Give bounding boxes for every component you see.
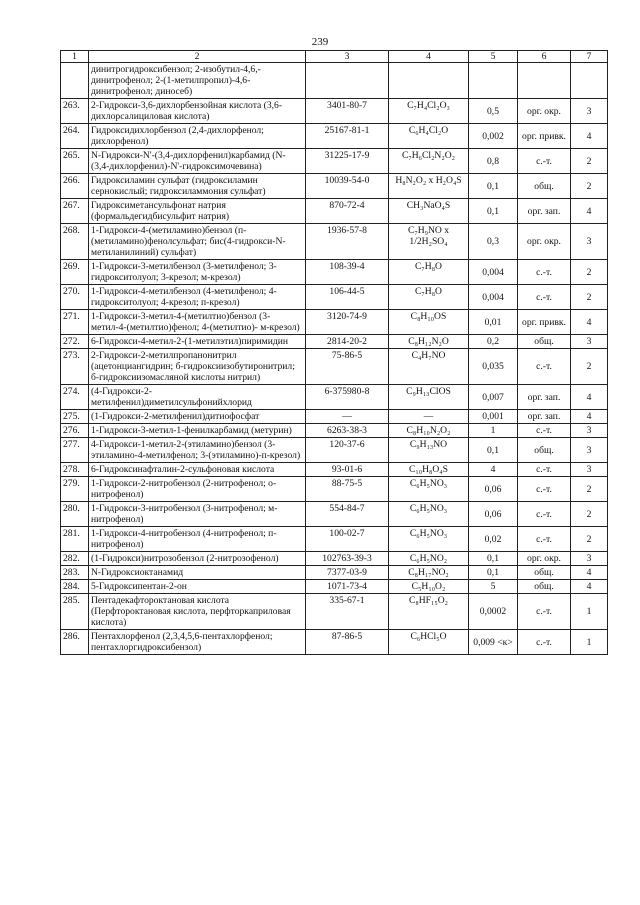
row-number: 285. [61,594,89,630]
hazard-indicator: орг. окр. [518,99,571,124]
row-number: 269. [61,260,89,285]
hazard-class: 4 [571,580,608,594]
cas-number: 3401-80-7 [306,99,389,124]
cas-number: 88-75-5 [306,477,389,502]
hazard-class: 3 [571,224,608,260]
substance-name: 1-Гидрокси-4-(метиламино)бензол (п-(метиламино)фенолсульфат; бис(4-гидрокси-N-метиланилиний) сульфат) [89,224,306,260]
hazard-indicator: общ. [518,580,571,594]
hazard-class: 2 [571,260,608,285]
formula: C₆H₅NO₃ [389,502,469,527]
substance-name: (4-Гидрокси-2-метилфенил)диметилсульфонийхлорид [89,385,306,410]
substance-name: 1-Гидрокси-2-нитробензол (2-нитрофенол; о-нитрофенол) [89,477,306,502]
hazard-class: 3 [571,552,608,566]
substance-name: 1-Гидрокси-3-метил-4-(метилтио)бензол (3-метил-4-(метилтио)фенол; 4-(метилтио)- м-крезол) [89,310,306,335]
table-row [61,552,608,566]
hazard-indicator: орг. привк. [518,310,571,335]
hazard-indicator: орг. окр. [518,552,571,566]
hazard-indicator: с.-т. [518,630,571,655]
table-row [61,580,608,594]
hazard-class: 2 [571,174,608,199]
row-number: 268. [61,224,89,260]
table-row [61,310,608,335]
cas-number: 6-375980-8 [306,385,389,410]
hazard-indicator: с.-т. [518,149,571,174]
table-row [61,502,608,527]
hazard-class: 1 [571,594,608,630]
substance-name: Гидроксиметансульфонат натрия (формальдегидбисульфит натрия) [89,199,306,224]
row-number: 283. [61,566,89,580]
formula: C₄H₇NO [389,349,469,385]
header-row [61,51,608,63]
norm-value: 0,8 [469,149,518,174]
table-row [61,174,608,199]
formula: C₈H₁₇NO₂ [389,566,469,580]
table-row [61,630,608,655]
norm-value: 0,1 [469,199,518,224]
col-header-7: 7 [571,51,608,63]
formula: C₆H₅NO₂ [389,552,469,566]
substance-name: Пентахлорфенол (2,3,4,5,6-пентахлорфенол; пентахлоргидроксибензол) [89,630,306,655]
substance-name: 4-Гидрокси-1-метил-2-(этиламино)бензол (3-этиламино-4-метилфенол; 3-(этиламино)-п-крезол) [89,438,306,463]
row-number: 275. [61,410,89,424]
norm-value: 0,007 [469,385,518,410]
substance-name: 1-Гидрокси-4-метилбензол (4-метилфенол; 4-гидрокситолуол; 4-крезол; п-крезол) [89,285,306,310]
hazard-indicator: с.-т. [518,502,571,527]
norm-value: 0,06 [469,477,518,502]
formula [389,63,469,99]
table-row [61,199,608,224]
hazard-indicator: общ. [518,335,571,349]
hazard-class: 3 [571,438,608,463]
hazard-class: 2 [571,477,608,502]
norm-value [469,63,518,99]
row-number: 264. [61,124,89,149]
norm-value: 0,01 [469,310,518,335]
cas-number: 87-86-5 [306,630,389,655]
hazard-indicator: с.-т. [518,477,571,502]
cas-number: — [306,410,389,424]
substance-name: N-Гидрокси-N'-(3,4-дихлорфенил)карбамид (N-(3,4-дихлорфенил)-N'-гидроксимочевина) [89,149,306,174]
substance-name: 1-Гидрокси-4-нитробензол (4-нитрофенол; п-нитрофенол) [89,527,306,552]
table-header [61,51,608,63]
norm-value: 0,3 [469,224,518,260]
row-number: 279. [61,477,89,502]
cas-number: 31225-17-9 [306,149,389,174]
cas-number: 120-37-6 [306,438,389,463]
norm-value: 0,1 [469,174,518,199]
hazard-indicator: с.-т. [518,424,571,438]
hazard-indicator: общ. [518,566,571,580]
table-row [61,124,608,149]
page-number: 239 [311,36,329,48]
hazard-indicator: общ. [518,174,571,199]
cas-number: 7377-03-9 [306,566,389,580]
cas-number: 335-67-1 [306,594,389,630]
table-row [61,477,608,502]
hazard-class: 3 [571,335,608,349]
hazard-class: 2 [571,285,608,310]
row-number [61,63,89,99]
formula: C₇H₈O [389,285,469,310]
table-row [61,99,608,124]
hazard-class: 2 [571,502,608,527]
substance-name: 5-Гидроксипентан-2-он [89,580,306,594]
norm-value: 0,06 [469,502,518,527]
norm-value: 0,1 [469,552,518,566]
formula: C₈H₁₀OS [389,310,469,335]
table-body [61,63,608,655]
table-row [61,594,608,630]
row-number: 272. [61,335,89,349]
norm-value: 0,0002 [469,594,518,630]
hazard-class: 2 [571,149,608,174]
norm-value: 0,002 [469,124,518,149]
formula: C₅H₁₀O₂ [389,580,469,594]
hazard-indicator: орг. привк. [518,124,571,149]
col-header-6: 6 [518,51,571,63]
norm-value: 0,1 [469,566,518,580]
norm-value: 0,035 [469,349,518,385]
hazard-class: 4 [571,410,608,424]
formula: — [389,410,469,424]
col-header-3: 3 [306,51,389,63]
hazard-class: 4 [571,566,608,580]
table-row [61,349,608,385]
formula: C₇H₄Cl₂O₃ [389,99,469,124]
col-header-5: 5 [469,51,518,63]
cas-number: 554-84-7 [306,502,389,527]
substance-name: Гидроксидихлорбензол (2,4-дихлорфенол; дихлорфенол) [89,124,306,149]
norm-value: 0,004 [469,285,518,310]
norm-value: 0,004 [469,260,518,285]
cas-number: 25167-81-1 [306,124,389,149]
norm-value: 5 [469,580,518,594]
hazard-indicator: орг. зап. [518,410,571,424]
col-header-4: 4 [389,51,469,63]
row-number: 280. [61,502,89,527]
hazard-indicator: с.-т. [518,463,571,477]
hazard-indicator: орг. окр. [518,224,571,260]
substance-name: 6-Гидрокси-4-метил-2-(1-метилэтил)пиримидин [89,335,306,349]
row-number: 263. [61,99,89,124]
substance-name: 1-Гидрокси-3-метил-1-фенилкарбамид (метурин) [89,424,306,438]
table-row [61,149,608,174]
cas-number: 10039-54-0 [306,174,389,199]
row-number: 273. [61,349,89,385]
norm-value: 1 [469,424,518,438]
cas-number: 102763-39-3 [306,552,389,566]
table-row [61,224,608,260]
hazard-indicator: с.-т. [518,349,571,385]
formula: C₆H₅NO₃ [389,527,469,552]
table-row [61,260,608,285]
hazard-class: 4 [571,385,608,410]
substance-name: Пентадекафтороктановая кислота (Перфтороктановая кислота, перфторкаприловая кислота) [89,594,306,630]
substance-name: 6-Гидроксинафталин-2-сульфоновая кислота [89,463,306,477]
row-number: 277. [61,438,89,463]
formula: C₆HCl₅O [389,630,469,655]
hazard-class: 3 [571,463,608,477]
cas-number: 2814-20-2 [306,335,389,349]
norm-value: 0,001 [469,410,518,424]
formula: C₉H₁₃ClOS [389,385,469,410]
cas-number: 93-01-6 [306,463,389,477]
row-number: 274. [61,385,89,410]
row-number: 270. [61,285,89,310]
cas-number: 1936-57-8 [306,224,389,260]
table-row [61,285,608,310]
cas-number: 108-39-4 [306,260,389,285]
substances-table [60,50,608,655]
hazard-indicator: орг. зап. [518,199,571,224]
hazard-class [571,63,608,99]
formula: C₁₀H₈O₄S [389,463,469,477]
formula: H₈N₂O₂ x H₂O₄S [389,174,469,199]
cas-number: 75-86-5 [306,349,389,385]
formula: C₈HF₁₅O₂ [389,594,469,630]
formula: C₇H₈O [389,260,469,285]
norm-value: 0,009 <к> [469,630,518,655]
substance-name: 2-Гидрокси-2-метилпропанонитрил (ацетонциангидрин; б-гидроксиизобутиронитрил; б-гидроксиизомасляной кислоты нитрил) [89,349,306,385]
substance-name: 2-Гидрокси-3,6-дихлорбензойная кислота (3,6-дихлорсалициловая кислота) [89,99,306,124]
formula: C₇H₆Cl₂N₂O₂ [389,149,469,174]
row-number: 267. [61,199,89,224]
table-row [61,385,608,410]
hazard-indicator [518,63,571,99]
hazard-indicator: с.-т. [518,527,571,552]
table-row [61,63,608,99]
norm-value: 0,02 [469,527,518,552]
hazard-indicator: с.-т. [518,260,571,285]
hazard-indicator: с.-т. [518,594,571,630]
cas-number: 1071-73-4 [306,580,389,594]
formula: C₈H₁₀N₂O₂ [389,424,469,438]
cas-number: 106-44-5 [306,285,389,310]
table-row [61,463,608,477]
formula: C₇H₉NO x 1/2H₂SO₄ [389,224,469,260]
cas-number: 100-02-7 [306,527,389,552]
row-number: 265. [61,149,89,174]
table-row [61,410,608,424]
formula: C₉H₁₃NO [389,438,469,463]
row-number: 276. [61,424,89,438]
substance-name: Гидроксиламин сульфат (гидроксиламин сернокислый; гидроксиламмония сульфат) [89,174,306,199]
col-header-1: 1 [61,51,89,63]
norm-value: 4 [469,463,518,477]
hazard-indicator: общ. [518,438,571,463]
hazard-class: 2 [571,349,608,385]
table-row [61,566,608,580]
table-row [61,424,608,438]
hazard-class: 3 [571,99,608,124]
substance-name: (1-Гидрокси)нитрозобензол (2-нитрозофенол) [89,552,306,566]
hazard-class: 4 [571,124,608,149]
hazard-class: 1 [571,630,608,655]
hazard-class: 2 [571,527,608,552]
formula: C₆H₅NO₃ [389,477,469,502]
hazard-class: 4 [571,310,608,335]
col-header-2: 2 [89,51,306,63]
cas-number: 870-72-4 [306,199,389,224]
hazard-class: 3 [571,424,608,438]
row-number: 284. [61,580,89,594]
row-number: 281. [61,527,89,552]
table-row [61,438,608,463]
row-number: 266. [61,174,89,199]
row-number: 278. [61,463,89,477]
hazard-indicator: с.-т. [518,285,571,310]
row-number: 271. [61,310,89,335]
cas-number [306,63,389,99]
row-number: 282. [61,552,89,566]
norm-value: 0,1 [469,438,518,463]
formula: CH₃NaO₄S [389,199,469,224]
substance-name: (1-Гидрокси-2-метилфенил)дитиофосфат [89,410,306,424]
table-row [61,527,608,552]
cas-number: 3120-74-9 [306,310,389,335]
substance-name: 1-Гидрокси-3-нитробензол (3-нитрофенол; м-нитрофенол) [89,502,306,527]
hazard-class: 4 [571,199,608,224]
substance-name: динитрогидроксибензол; 2-изобутил-4,6,- динитрофенол; 2-(1-метилпропил)-4,6- динитрофенол; диносеб) [89,63,306,99]
hazard-indicator: орг. зап. [518,385,571,410]
substance-name: 1-Гидрокси-3-метилбензол (3-метилфенол; 3-гидрокситолуол; 3-крезол; м-крезол) [89,260,306,285]
formula: C₆H₄Cl₂O [389,124,469,149]
norm-value: 0,2 [469,335,518,349]
substance-name: N-Гидроксиоктанамид [89,566,306,580]
norm-value: 0,5 [469,99,518,124]
table-row [61,335,608,349]
formula: C₈H₁₂N₂O [389,335,469,349]
row-number: 286. [61,630,89,655]
cas-number: 6263-38-3 [306,424,389,438]
